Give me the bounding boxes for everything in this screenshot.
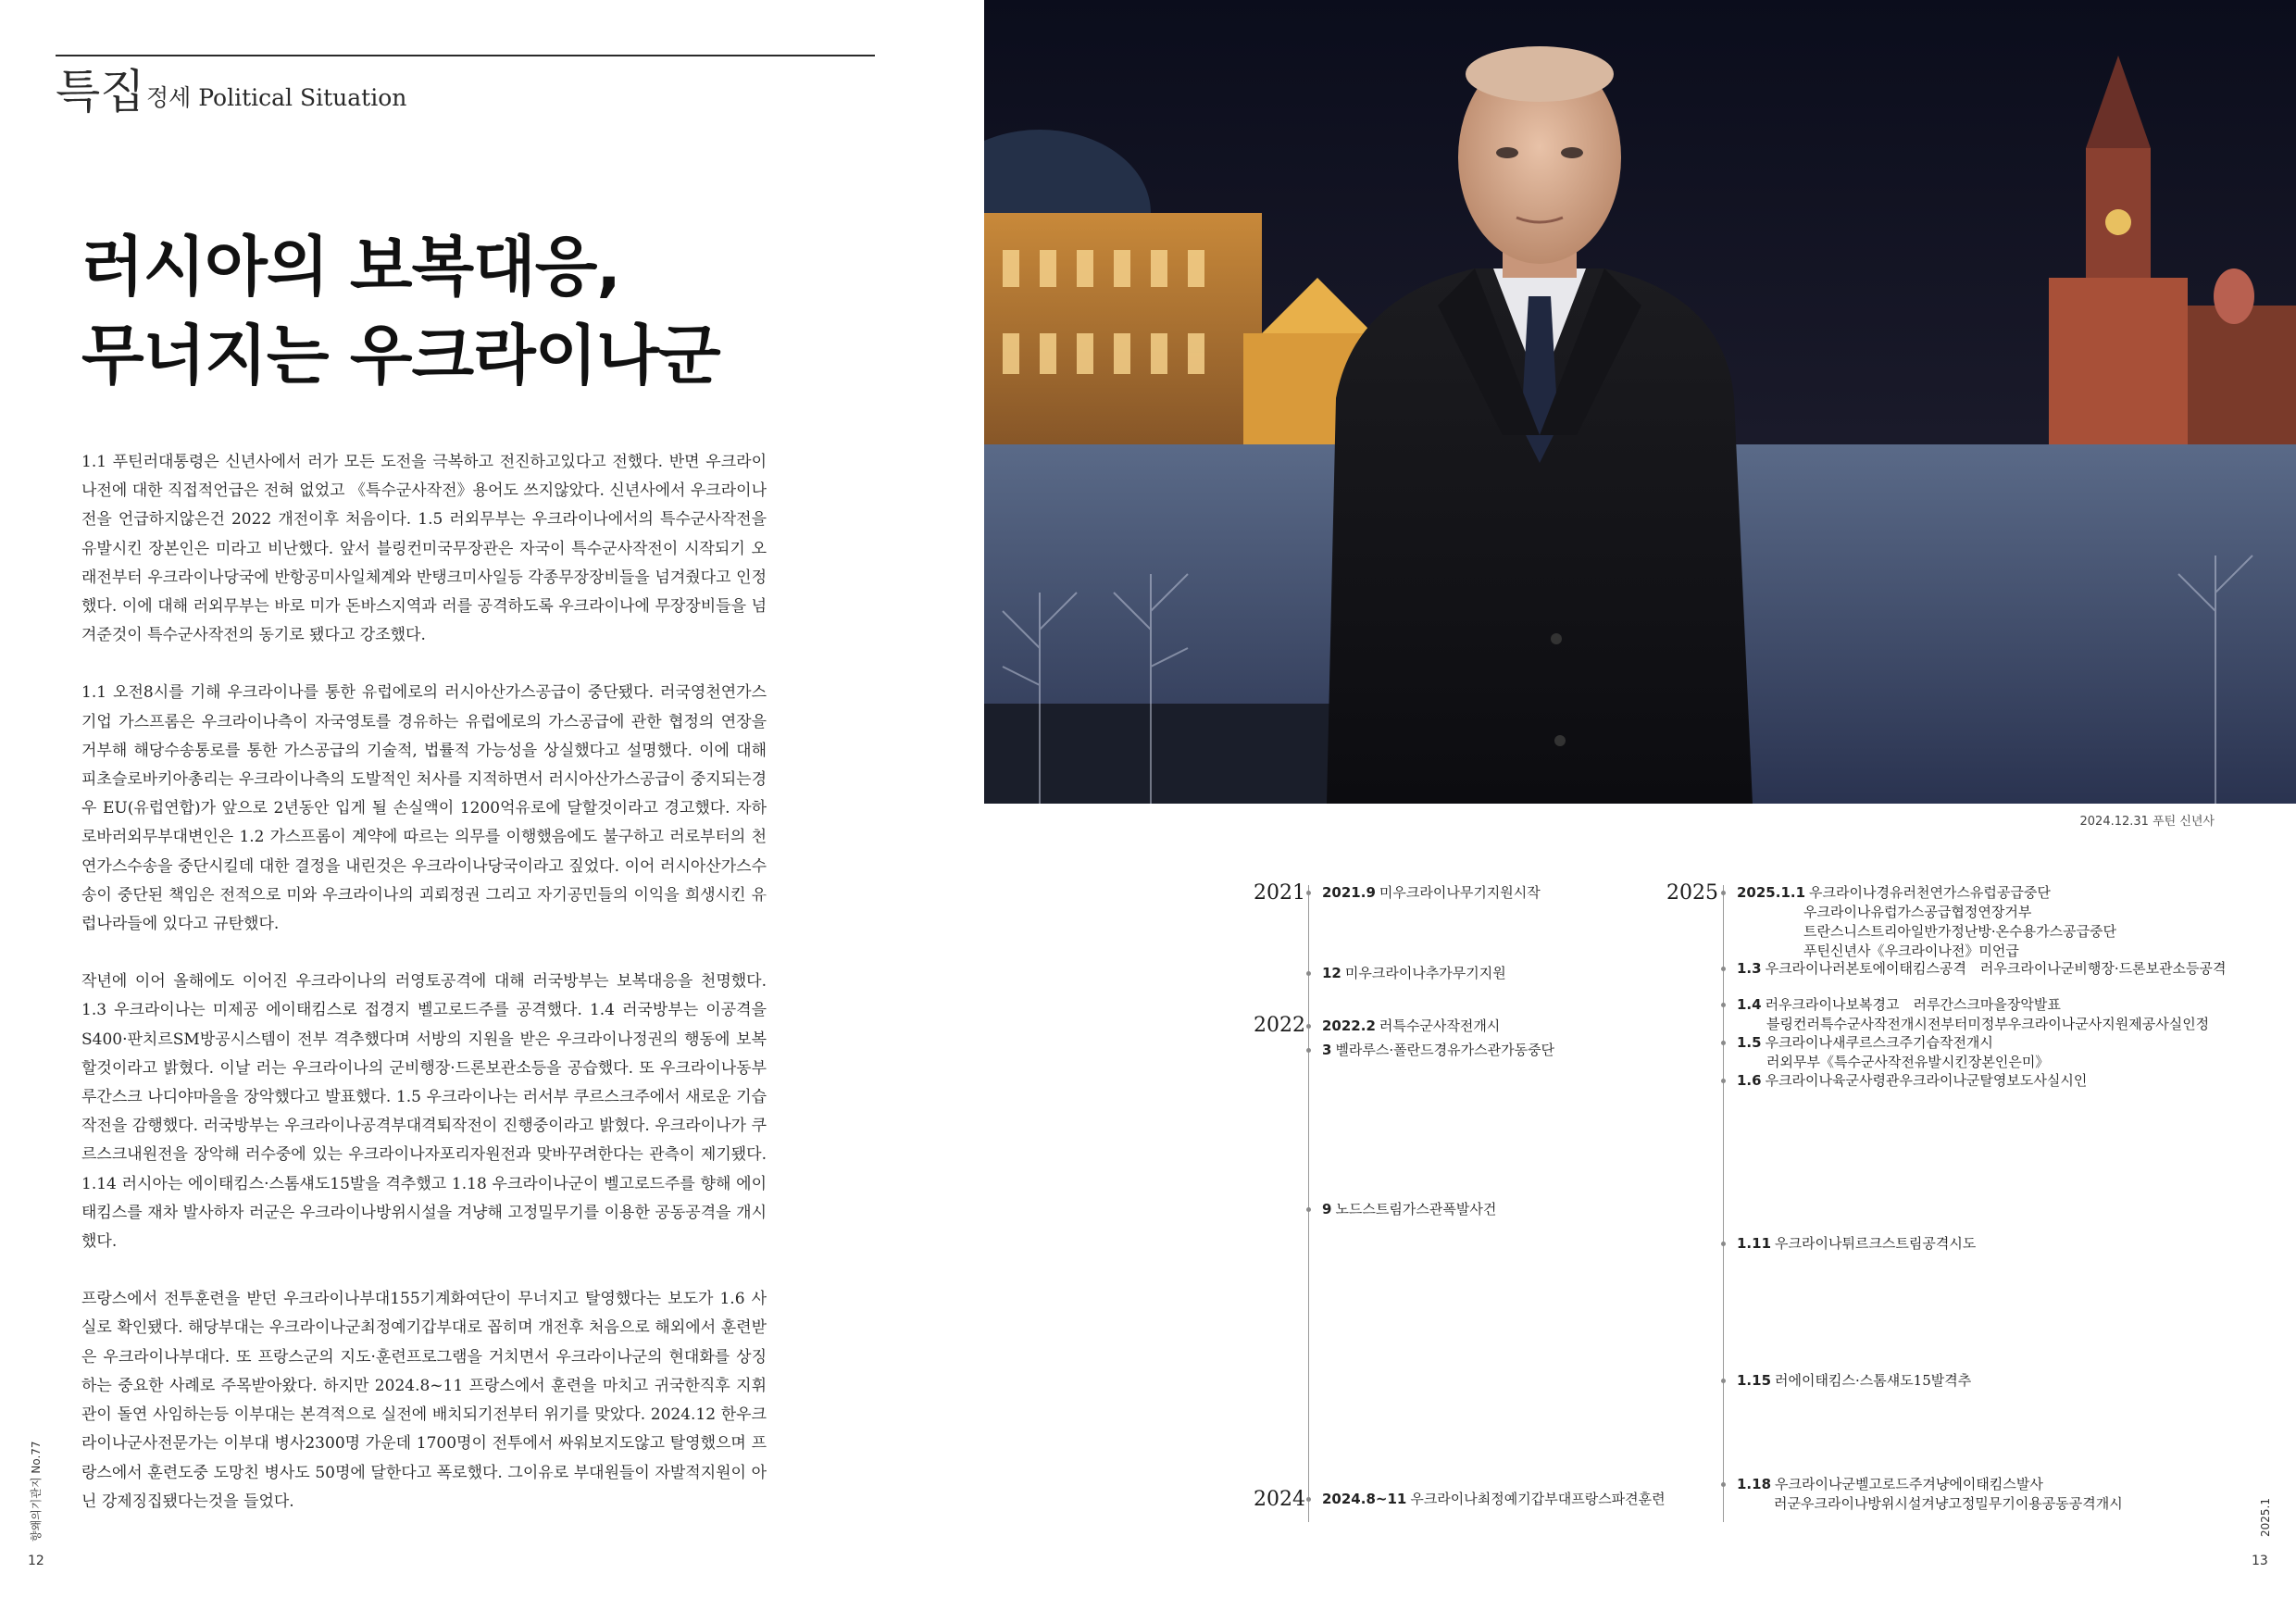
event-date: 2021.9	[1322, 884, 1376, 901]
event-text: 우크라이나새쿠르스크주기습작전개시	[1765, 1034, 1993, 1051]
timeline-event	[1322, 883, 1541, 903]
timeline-event	[1737, 1033, 2049, 1072]
timeline-event	[1737, 995, 2209, 1034]
timeline-year-2021: 2021	[1254, 881, 1305, 905]
event-text: 우크라이나러본토에이태킴스공격 러우크라이나군비행장·드론보관소등공격	[1765, 960, 2227, 977]
timeline-year-2024: 2024	[1254, 1488, 1305, 1511]
event-date: 1.6	[1737, 1072, 1762, 1089]
headline-line-1: 러시아의 보복대응,	[81, 229, 620, 305]
event-text: 미우크라이나무기지원시작	[1379, 884, 1541, 901]
timeline-dot	[1721, 1079, 1726, 1083]
event-date: 2025.1.1	[1737, 884, 1806, 901]
timeline-event	[1322, 1490, 1666, 1509]
photo-illustration	[984, 0, 2296, 804]
timeline-event	[1322, 1200, 1496, 1219]
section-title: 특집	[56, 65, 145, 119]
event-text: 우크라이나육군사령관우크라이나군탈영보도사실시인	[1765, 1072, 2088, 1089]
event-text: 우크라이나튀르크스트림공격시도	[1775, 1235, 1977, 1252]
timeline-event	[1322, 1017, 1500, 1036]
event-text: 러군우크라이나방위시설겨냥고정밀무기이용공동공격개시	[1774, 1495, 2123, 1512]
issue-label-right-text: 2025.1	[2259, 1498, 2272, 1537]
paragraph-1: 1.1 푸틴러대통령은 신년사에서 러가 모든 도전을 극복하고 전진하고있다고 전했다. 반면 우크라이나전에 대한 직접적언급은 전혀 없었고 《특수군사작전》용어도 쓰지않았다. 신년사에서 우크라이나전을 언급하지않은건 2022 개전이후 처음이다. 1.5 러외무부는 우크라이나에서의 특수군사작전을 유발시킨 장본인은 미라고 비난했다. 앞서 블링컨미국무장관은 자국이 특수군사작전이 시작되기 오래전부터 우크라이나당국에 반항공미사일체계와 반탱크미사일등 각종무장장비들을 넘겨줬다고 인정했다. 이에 대해 러외무부는 바로 미가 돈바스지역과 러를 공격하도록 우크라이나에 무장장비들을 넘겨준것이 특수군사작전의 동기로 됐다고 강조했다.	[81, 453, 767, 645]
timeline-event	[1737, 883, 2116, 961]
timeline-event	[1737, 1234, 1976, 1254]
event-text: 블링컨러특수군사작전개시전부터미정부우크라이나군사지원제공사실인정	[1766, 1016, 2210, 1032]
event-text: 노드스트림가스관폭발사건	[1335, 1201, 1497, 1217]
paragraph-2: 1.1 오전8시를 기해 우크라이나를 통한 유럽에로의 러시아산가스공급이 중단됐다. 러국영천연가스기업 가스프롬은 우크라이나측이 자국영토를 경유하는 유럽에로의 가스공급에 관한 협정의 연장을 거부해 해당수송통로를 통한 가스공급의 기술적, 법률적 가능성을 상실했다고 설명했다. 이에 대해 피초슬로바키아총리는 우크라이나측의 도발적인 처사를 지적하면서 러시아산가스공급이 중지되는경우 EU(유럽연합)가 앞으로 2년동안 입게 될 손실액이 1200억유로에 달할것이라고 경고했다. 자하로바러외무부대변인은 1.2 가스프롬이 계약에 따르는 의무를 이행했음에도 불구하고 러로부터의 천연가스수송을 중단시킬데 대한 결정을 내린것은 우크라이나당국이라고 짚었다. 이어 러시아산가스수송이 중단된 책임은 전적으로 미와 우크라이나의 괴뢰정권 그리고 자기공민들의 이익을 희생시킨 유럽나라들에 있다고 규탄했다.	[81, 683, 767, 934]
timeline-dot	[1306, 1048, 1311, 1053]
page-number-right: 13	[2252, 1554, 2268, 1568]
event-date: 2024.8~11	[1322, 1491, 1407, 1507]
timeline-dot	[1306, 971, 1311, 976]
timeline-year-2025: 2025	[1666, 881, 1718, 905]
paragraph-4: 프랑스에서 전투훈련을 받던 우크라이나부대155기계화여단이 무너지고 탈영했다는 보도가 1.6 사실로 확인됐다. 해당부대는 우크라이나군최정예기갑부대로 꼽히며 개전후 처음으로 해외에서 훈련받은 우크라이나부대다. 또 프랑스군의 지도·훈련프로그램을 거치면서 우크라이나군의 현대화를 상징하는 중요한 사례로 주목받아왔다. 하지만 2024.8~11 프랑스에서 훈련을 마치고 귀국한직후 지휘관이 돌연 사임하는등 이부대는 본격적으로 실전에 배치되기전부터 위기를 맞았다. 2024.12 한우크라이나군사전문가는 이부대 병사2300명 가운데 1700명이 전투에서 싸워보지도않고 탈영했으며 프랑스에서 훈련도중 도망친 병사도 50명에 달한다고 폭로했다. 그이유로 부대원들이 자발적지원이 아닌 강제징집됐다는것을 들었다.	[81, 1290, 767, 1511]
timeline-dot	[1721, 891, 1726, 895]
event-text: 미우크라이나추가무기지원	[1344, 965, 1506, 981]
event-date: 9	[1322, 1201, 1332, 1217]
paragraph-3: 작년에 이어 올해에도 이어진 우크라이나의 러영토공격에 대해 러국방부는 보복대응을 천명했다. 1.3 우크라이나는 미제공 에이태킴스로 접경지 벨고로드주를 공격했다. 1.4 러국방부는 이공격을 S400·판치르SM방공시스템이 전부 격추했다며 서방의 지원을 받은 우크라이나정권의 행동에 보복할것이라고 밝혔다. 이날 러는 우크라이나의 군비행장·드론보관소등을 공습했다. 또 우크라이나동부 루간스크 나디야마을을 장악했다고 발표했다. 1.5 우크라이나는 러서부 쿠르스크주에서 새로운 기습작전을 감행했다. 러국방부는 우크라이나공격부대격퇴작전이 진행중이라고 밝혔다. 우크라이나가 쿠르스크내원전을 장악해 러수중에 있는 우크라이나자포리자원전과 맞바꾸려한다는 관측이 제기됐다. 1.14 러시아는 에이태킴스·스톰섀도15발을 격추했고 1.18 우크라이나군이 벨고로드주를 향해 에이태킴스를 재차 발사하자 러군은 우크라이나방위시설을 겨냥해 고정밀무기를 이용한 공동공격을 개시했다.	[81, 972, 767, 1252]
timeline-event	[1322, 964, 1506, 983]
timeline-event	[1322, 1041, 1554, 1060]
timeline-year-2022: 2022	[1254, 1014, 1305, 1037]
event-date: 2022.2	[1322, 1017, 1376, 1034]
event-text: 우크라이나최정예기갑부대프랑스파견훈련	[1410, 1491, 1666, 1507]
timeline-dot	[1721, 1041, 1726, 1045]
headline-line-2: 무너지는 우크라이나군	[81, 318, 720, 393]
event-text: 러특수군사작전개시	[1379, 1017, 1501, 1034]
timeline-dot	[1306, 1024, 1311, 1029]
timeline-dot	[1721, 967, 1726, 971]
event-date: 1.15	[1737, 1372, 1772, 1389]
event-text: 우크라이나유럽가스공급협정연장거부	[1803, 904, 2032, 920]
timeline-dot	[1306, 1207, 1311, 1212]
event-date: 1.5	[1737, 1034, 1762, 1051]
event-date: 3	[1322, 1042, 1332, 1058]
event-date: 1.4	[1737, 996, 1762, 1013]
event-text: 우크라이나경유러천연가스유럽공급중단	[1809, 884, 2051, 901]
timeline-dot	[1721, 1482, 1726, 1487]
issue-label-left-text: 향왜의기관지 No.77	[30, 1441, 43, 1542]
event-text: 우크라이나군벨고로드주겨냥에이태킴스발사	[1775, 1476, 2043, 1492]
portrait-photo	[984, 0, 2296, 804]
page-number-left: 12	[28, 1554, 44, 1568]
event-text: 러우크라이나보복경고 러루간스크마을장악발표	[1765, 996, 2061, 1013]
event-date: 1.11	[1737, 1235, 1772, 1252]
timeline-dot	[1306, 891, 1311, 895]
event-text: 러외무부《특수군사작전유발시킨장본인은미》	[1766, 1054, 2050, 1070]
timeline-dot	[1721, 1003, 1726, 1007]
article-headline	[81, 222, 785, 400]
event-text: 러에이태킴스·스톰섀도15발격추	[1775, 1372, 1972, 1389]
article-body	[81, 448, 767, 1545]
event-date: 1.3	[1737, 960, 1762, 977]
event-text: 트란스니스트리아일반가정난방·온수용가스공급중단	[1803, 923, 2117, 940]
photo-caption: 2024.12.31 푸틴 신년사	[2079, 815, 2215, 829]
timeline-dot	[1721, 1242, 1726, 1246]
event-date: 12	[1322, 965, 1341, 981]
header-rule	[56, 55, 875, 56]
timeline-event	[1737, 1371, 1971, 1391]
timeline-dot	[1721, 1379, 1726, 1383]
section-subtitle: 정세 Political Situation	[146, 84, 407, 111]
timeline-event	[1737, 1071, 2087, 1091]
event-text: 푸틴신년사《우크라이나전》미언급	[1803, 943, 2019, 959]
timeline-event	[1737, 1475, 2123, 1514]
event-date: 1.18	[1737, 1476, 1772, 1492]
timeline-dot	[1306, 1497, 1311, 1502]
timeline-event	[1737, 959, 2227, 979]
timeline-axis-left	[1308, 885, 1309, 1522]
event-text: 벨라루스·폴란드경유가스관가동중단	[1335, 1042, 1555, 1058]
timeline-axis-right	[1723, 885, 1724, 1522]
